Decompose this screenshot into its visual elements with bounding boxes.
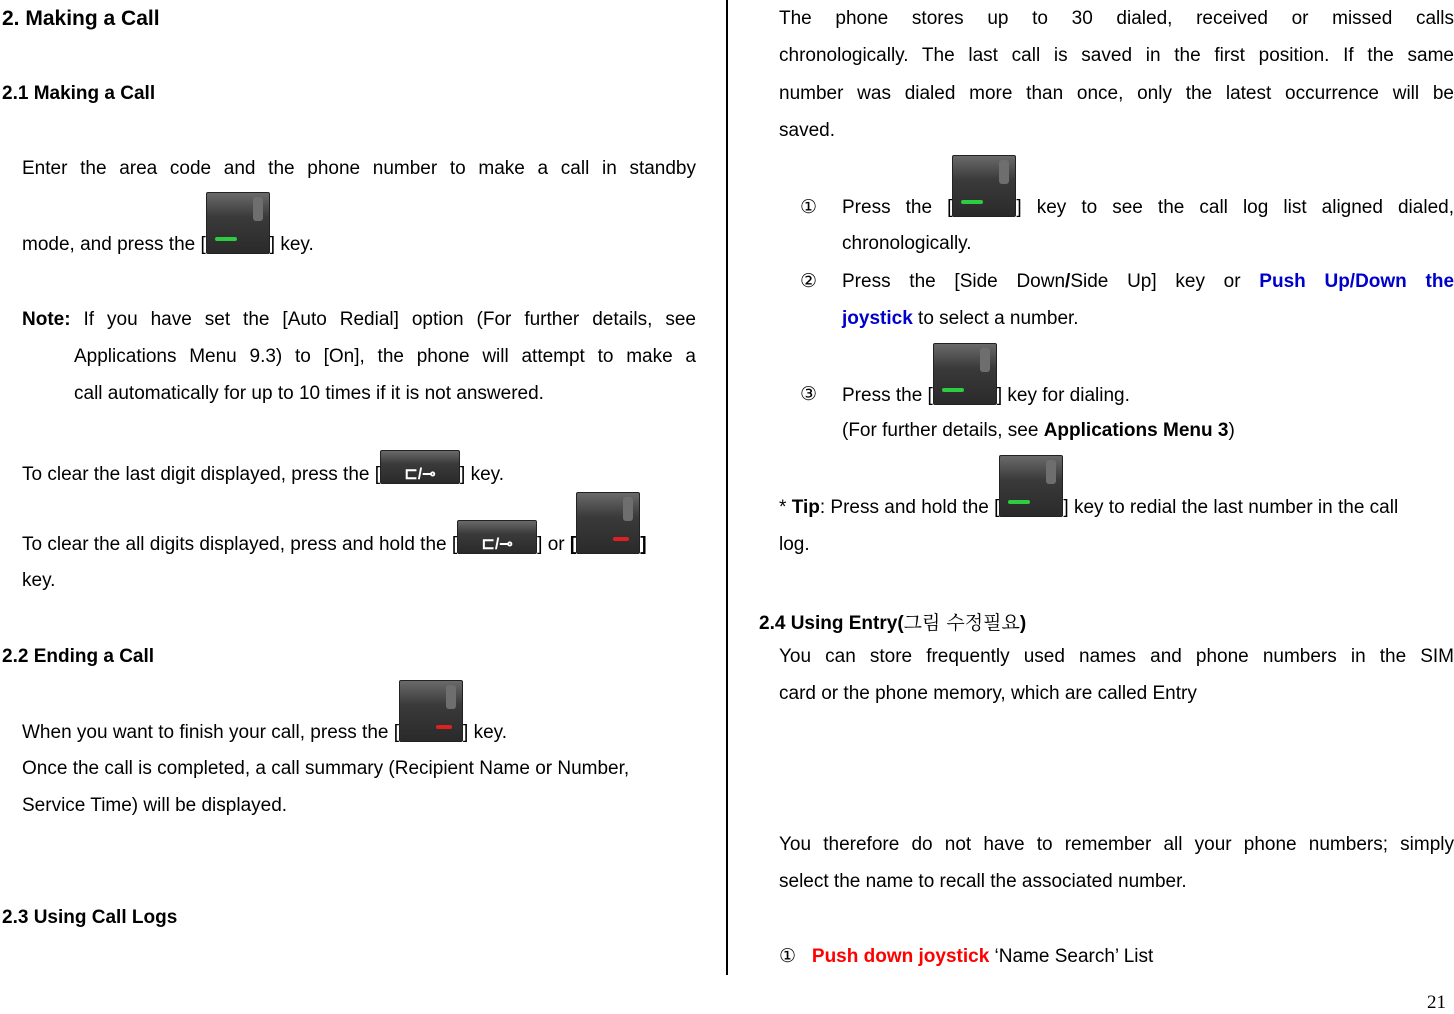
- note-line3: call automatically for up to 10 times if it is not answered.: [74, 383, 544, 404]
- last-step: [779, 938, 1153, 975]
- send-key-icon: [206, 192, 270, 254]
- step2-line2: [842, 300, 1079, 337]
- text: Press the [: [842, 197, 953, 218]
- step3-line2: [842, 412, 1235, 449]
- text: *: [779, 497, 792, 518]
- end-line2: Once the call is completed, a call summary (Recipient Name or Number,: [22, 758, 630, 779]
- text: (For further details, see: [842, 420, 1044, 441]
- intro-line4: saved.: [779, 120, 835, 141]
- text: ] key.: [463, 722, 508, 743]
- s21-line1: Enter the area code and the phone number to make a call in standby: [22, 158, 696, 179]
- text: ] key to redial the last number in the call: [1063, 497, 1399, 518]
- text: joystick: [842, 308, 913, 329]
- page-number: 21: [1427, 992, 1446, 1013]
- note-line1: [22, 301, 696, 338]
- section-2-3-title: 2.3 Using Call Logs: [2, 907, 178, 928]
- end-key-icon: [576, 492, 640, 554]
- step1-number: ①: [800, 197, 818, 218]
- text: ] key.: [460, 464, 505, 485]
- note-line2: Applications Menu 9.3) to [On], the phone will attempt to make a: [74, 346, 696, 367]
- text: Press the [Side Down: [842, 271, 1066, 292]
- text: to select a number.: [912, 308, 1079, 329]
- intro-line1: The phone stores up to 30 dialed, received or missed calls: [779, 8, 1454, 29]
- text: ] key for dialing.: [996, 385, 1130, 406]
- text: : Press and hold the [: [819, 497, 1000, 518]
- tip-label: Tip: [791, 497, 820, 518]
- tip-line1: [779, 455, 1454, 526]
- text: ‘Name Search’ List: [989, 946, 1154, 967]
- clear-key-icon: [457, 520, 537, 554]
- section-2-2-title: 2.2 Ending a Call: [2, 646, 155, 667]
- entry-line4: select the name to recall the associated number.: [779, 871, 1187, 892]
- text: To clear the last digit displayed, press the [: [22, 464, 381, 485]
- text: ] key to see the call log list aligned dialed,: [1016, 197, 1454, 218]
- send-key-icon: [999, 455, 1063, 517]
- text: When you want to finish your call, press the [: [22, 722, 400, 743]
- end-line3: Service Time) will be displayed.: [22, 795, 288, 816]
- text: ]: [640, 534, 647, 555]
- step2-number: ②: [800, 271, 818, 292]
- text: /: [1065, 271, 1071, 292]
- s21-line2: [22, 192, 314, 263]
- text: Side Up] key or: [1070, 271, 1260, 292]
- text: ] key.: [269, 234, 314, 255]
- step3-number: ③: [800, 384, 818, 405]
- clear-line3: key.: [22, 570, 56, 591]
- entry-line2: card or the phone memory, which are called Entry: [779, 683, 1197, 704]
- intro-line2: chronologically. The last call is saved in the first position. If the same: [779, 45, 1454, 66]
- text: Push down joystick: [811, 946, 990, 967]
- text: ): [1228, 420, 1235, 441]
- text: To clear the all digits displayed, press and hold the [: [22, 534, 458, 555]
- send-key-icon: [933, 343, 997, 405]
- section-2-4-title: [759, 608, 1026, 635]
- end-key-icon: [399, 680, 463, 742]
- end-line1: [22, 680, 507, 751]
- entry-line1: You can store frequently used names and phone numbers in the SIM: [779, 646, 1454, 667]
- note-label: Note:: [22, 309, 71, 330]
- text: mode, and press the [: [22, 234, 206, 255]
- column-divider: [726, 0, 728, 975]
- section-2-1-title: 2.1 Making a Call: [2, 83, 156, 104]
- text: 2.4 Using Entry(: [759, 613, 904, 634]
- send-key-icon: [952, 155, 1016, 217]
- text: Applications Menu 3: [1043, 420, 1229, 441]
- step3-line1: [842, 343, 1130, 414]
- text: Press the [: [842, 385, 933, 406]
- step1-line2: chronologically.: [842, 233, 972, 254]
- tip-line2: log.: [779, 534, 810, 555]
- text: ): [1019, 613, 1027, 634]
- step-number: ①: [779, 946, 797, 967]
- clear-line2: [22, 492, 698, 563]
- clear-key-icon: [380, 450, 460, 484]
- text: ] or: [537, 534, 570, 555]
- step2-line1: [842, 263, 1454, 300]
- clear-line1: [22, 450, 504, 493]
- text: If you have set the [Auto Redial] option (For further details, see: [70, 309, 696, 330]
- chapter-title: 2. Making a Call: [2, 7, 160, 30]
- text: 그림 수정필요: [903, 612, 1020, 634]
- text: [: [569, 534, 577, 555]
- text: Push Up/Down the: [1259, 271, 1454, 292]
- intro-line3: number was dialed more than once, only the latest occurrence will be: [779, 83, 1454, 104]
- step1-line1: [842, 155, 1454, 226]
- entry-line3: You therefore do not have to remember all your phone numbers; simply: [779, 834, 1454, 855]
